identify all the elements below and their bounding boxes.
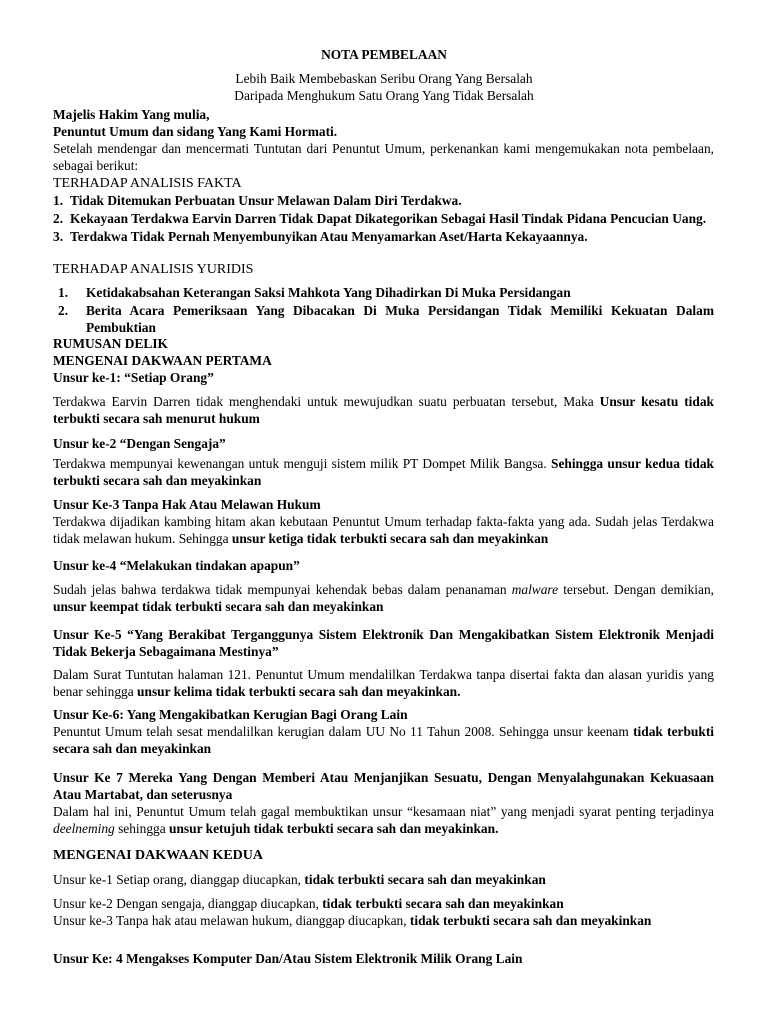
- list-item: [53, 284, 714, 301]
- list-item: [53, 192, 714, 209]
- list-number: 1.: [53, 193, 64, 208]
- list-number: 3.: [53, 229, 64, 244]
- list-text: Tidak Ditemukan Perbuatan Unsur Melawan Dalam Diri Terdakwa.: [70, 193, 462, 208]
- unsur-4-text: Sudah jelas bahwa terdakwa tidak mempunyai kehendak bebas dalam penanaman: [53, 582, 512, 597]
- salutation-prosecutor: Penuntut Umum dan sidang Yang Kami Hormati.: [53, 124, 338, 139]
- list-item: [53, 210, 714, 227]
- kedua-unsur-1-conclusion: tidak terbukti secara sah dan meyakinkan: [304, 872, 546, 887]
- unsur-4-text-cont: tersebut. Dengan demikian,: [558, 582, 714, 597]
- unsur-6-title: Unsur Ke-6: Yang Mengakibatkan Kerugian Bagi Orang Lain: [53, 707, 408, 722]
- kedua-unsur-1: [53, 871, 714, 888]
- heading-analisis-yuridis: TERHADAP ANALISIS YURIDIS: [53, 262, 254, 277]
- kedua-unsur-3-conclusion: tidak terbukti secara sah dan meyakinkan: [409, 913, 652, 928]
- salutation-judges: Majelis Hakim Yang mulia,: [53, 107, 210, 122]
- unsur-5-title: Unsur Ke-5 “Yang Berakibat Terganggunya Sistem Elektronik Dan Mengakibatkan Sistem Elektronik Menjadi Tidak Bekerja Sebagaimana Mestinya”: [53, 627, 714, 659]
- unsur-5-conclusion: unsur kelima tidak terbukti secara sah dan meyakinkan.: [137, 684, 461, 699]
- list-text: Ketidakabsahan Keterangan Saksi Mahkota Yang Dihadirkan Di Muka Persidangan: [86, 285, 571, 300]
- heading-dakwaan-kedua: MENGENAI DAKWAAN KEDUA: [53, 848, 264, 863]
- motto-line-1: Lebih Baik Membebaskan Seribu Orang Yang Bersalah: [235, 71, 533, 86]
- list-item: [53, 228, 714, 245]
- heading-analisis-fakta: TERHADAP ANALISIS FAKTA: [53, 176, 242, 191]
- list-text: Berita Acara Pemeriksaan Yang Dibacakan Di Muka Persidangan Tidak Memiliki Kekuatan Dalam Pembuktian: [86, 303, 714, 335]
- intro-paragraph: Setelah mendengar dan mencermati Tuntutan dari Penuntut Umum, perkenankan kami mengemukakan nota pembelaan, sebagai berikut:: [53, 141, 714, 173]
- unsur-4-title: Unsur ke-4 “Melakukan tindakan apapun”: [53, 558, 300, 573]
- unsur-6-paragraph: [53, 723, 714, 757]
- unsur-4-italic-term: malware: [511, 582, 559, 597]
- kedua-unsur-3-text: Unsur ke-3 Tanpa hak atau melawan hukum, dianggap diucapkan,: [53, 913, 410, 928]
- fakta-list: [53, 192, 714, 245]
- unsur-1-conclusion: Unsur kesatu tidak terbukti secara sah menurut hukum: [53, 394, 714, 426]
- kedua-unsur-2-text: Unsur ke-2 Dengan sengaja, dianggap diucapkan,: [53, 896, 323, 911]
- unsur-1-text: Terdakwa Earvin Darren tidak menghendaki untuk mewujudkan suatu perbuatan tersebut, Maka: [53, 394, 600, 409]
- list-number: 2.: [53, 211, 64, 226]
- unsur-2-paragraph: [53, 455, 714, 489]
- unsur-7-text-cont: sehingga: [114, 821, 170, 836]
- unsur-5-paragraph: [53, 666, 714, 700]
- list-item: [53, 302, 714, 336]
- kedua-unsur-4-title: Unsur Ke: 4 Mengakses Komputer Dan/Atau Sistem Elektronik Milik Orang Lain: [53, 951, 523, 966]
- unsur-2-title: Unsur ke-2 “Dengan Sengaja”: [53, 436, 226, 451]
- list-text: Terdakwa Tidak Pernah Menyembunyikan Atau Menyamarkan Aset/Harta Kekayaannya.: [70, 229, 588, 244]
- motto-line-2: Daripada Menghukum Satu Orang Yang Tidak Bersalah: [234, 88, 534, 103]
- unsur-6-text: Penuntut Umum telah sesat mendalilkan kerugian dalam UU No 11 Tahun 2008. Sehingga unsur keenam: [53, 724, 634, 739]
- unsur-1-paragraph: [53, 393, 714, 427]
- kedua-unsur-3: [53, 912, 714, 929]
- list-number: 1.: [58, 285, 69, 300]
- unsur-7-paragraph: [53, 803, 714, 837]
- unsur-2-conclusion: Sehingga unsur kedua tidak terbukti secara sah dan meyakinkan: [53, 456, 715, 488]
- unsur-7-italic-term: deelneming: [53, 821, 115, 836]
- unsur-3-paragraph: [53, 513, 714, 547]
- unsur-7-conclusion: unsur ketujuh tidak terbukti secara sah dan meyakinkan.: [169, 821, 499, 836]
- unsur-7-title: Unsur Ke 7 Mereka Yang Dengan Memberi Atau Menjanjikan Sesuatu, Dengan Menyalahgunakan Kekuasaan Atau Martabat, dan seterusnya: [53, 770, 714, 802]
- kedua-unsur-1-text: Unsur ke-1 Setiap orang, dianggap diucapkan,: [53, 872, 305, 887]
- list-number: 2.: [58, 303, 69, 318]
- heading-dakwaan-pertama: MENGENAI DAKWAAN PERTAMA: [53, 353, 272, 368]
- yuridis-list: [53, 284, 714, 336]
- list-text: Kekayaan Terdakwa Earvin Darren Tidak Dapat Dikategorikan Sebagai Hasil Tindak Pidana Pencucian Uang.: [70, 211, 707, 226]
- kedua-unsur-2-conclusion: tidak terbukti secara sah dan meyakinkan: [322, 896, 564, 911]
- unsur-2-text: Terdakwa mempunyai kewenangan untuk menguji sistem milik PT Dompet Milik Bangsa.: [53, 456, 551, 471]
- unsur-4-conclusion: unsur keempat tidak terbukti secara sah dan meyakinkan: [53, 599, 384, 614]
- unsur-1-title: Unsur ke-1: “Setiap Orang”: [53, 370, 214, 385]
- unsur-4-paragraph: [53, 581, 714, 615]
- unsur-3-title: Unsur Ke-3 Tanpa Hak Atau Melawan Hukum: [53, 497, 321, 512]
- heading-rumusan-delik: RUMUSAN DELIK: [53, 336, 168, 351]
- unsur-7-text: Dalam hal ini, Penuntut Umum telah gagal membuktikan unsur “kesamaan niat” yang menjadi syarat penting terjadinya: [53, 804, 714, 819]
- unsur-6-conclusion: tidak terbukti secara sah dan meyakinkan: [53, 724, 714, 756]
- document-title: NOTA PEMBELAAN: [321, 47, 447, 62]
- unsur-5-text: Dalam Surat Tuntutan halaman 121. Penuntut Umum mendalilkan Terdakwa tanpa disertai fakta dan alasan yuridis yang benar sehingga: [53, 667, 714, 699]
- kedua-unsur-2: [53, 895, 714, 912]
- unsur-3-conclusion: unsur ketiga tidak terbukti secara sah dan meyakinkan: [231, 531, 549, 546]
- unsur-3-text: Terdakwa dijadikan kambing hitam akan kebutaan Penuntut Umum terhadap fakta-fakta yang ada. Sudah jelas Terdakwa tidak melawan hukum. Sehingga: [53, 514, 714, 546]
